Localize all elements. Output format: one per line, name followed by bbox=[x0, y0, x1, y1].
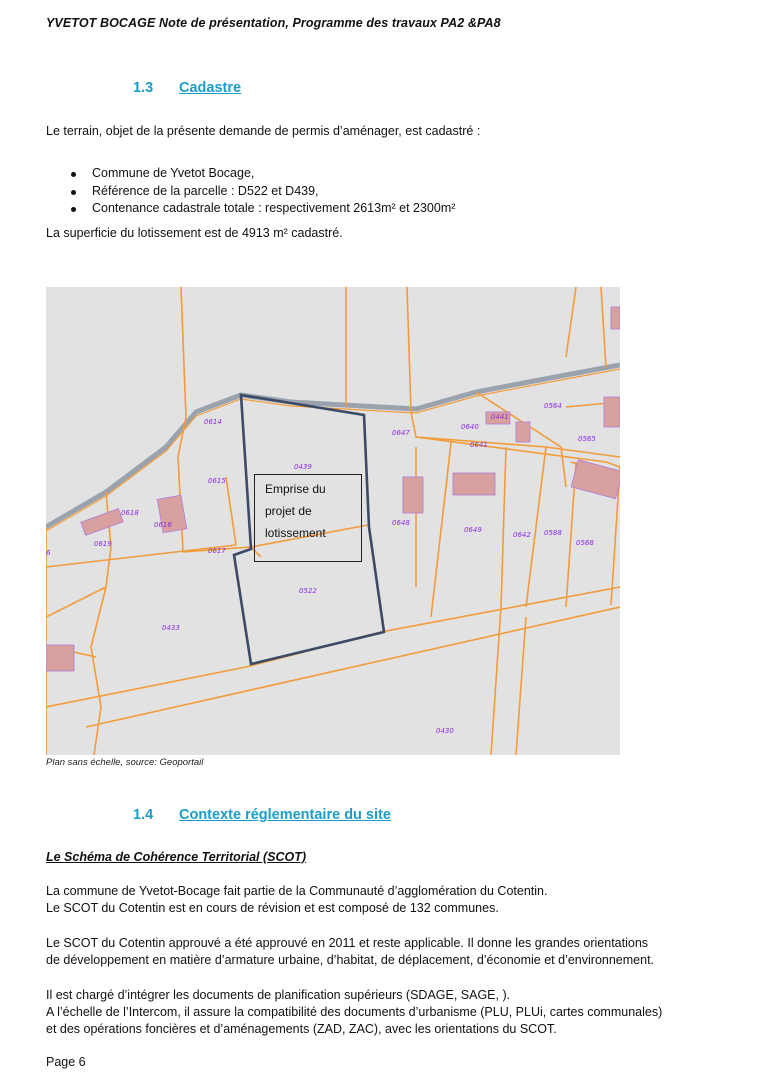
parcel-number: 0619 bbox=[94, 540, 112, 548]
superficie-text: La superficie du lotissement est de 4913 m² cadastré. bbox=[46, 226, 343, 240]
section-heading-contexte bbox=[133, 807, 391, 823]
parcel-number: 0616 bbox=[154, 521, 172, 529]
paragraph-line: Il est chargé d’intégrer les documents de planification supérieurs (SDAGE, SAGE, ). bbox=[46, 988, 511, 1002]
paragraph-line: et des opérations foncières et d’aménagements (ZAD, ZAC), avec les orientations du SCOT. bbox=[46, 1022, 557, 1036]
scot-heading: Le Schéma de Cohérence Territorial (SCOT) bbox=[46, 850, 307, 864]
parcel-number: 0430 bbox=[436, 727, 454, 735]
section-heading-cadastre bbox=[133, 80, 241, 96]
parcel-number: 0647 bbox=[392, 429, 410, 437]
list-item: Commune de Yvetot Bocage, bbox=[46, 165, 455, 183]
project-label-line: projet de bbox=[265, 504, 312, 518]
list-item: Contenance cadastrale totale : respectivement 2613m² et 2300m² bbox=[46, 200, 455, 218]
parcel-number: 0642 bbox=[513, 531, 531, 539]
parcel-number: 0614 bbox=[204, 418, 222, 426]
parcel-number: 0433 bbox=[162, 624, 180, 632]
parcel-number: 0649 bbox=[464, 526, 482, 534]
parcel-number: 0648 bbox=[392, 519, 410, 527]
project-label-line: lotissement bbox=[265, 526, 326, 540]
parcel-info-list bbox=[46, 165, 455, 218]
paragraph-line: A l’échelle de l’Intercom, il assure la compatibilité des documents d’urbanisme (PLU, PLUi, cartes communales) bbox=[46, 1005, 663, 1019]
intro-text: Le terrain, objet de la présente demande de permis d’aménager, est cadastré : bbox=[46, 124, 481, 138]
parcel-number: 0618 bbox=[121, 509, 139, 517]
parcel-number: 0641 bbox=[470, 441, 488, 449]
project-label bbox=[254, 474, 362, 562]
parcel-number: 0564 bbox=[544, 402, 562, 410]
parcel-number: 0615 bbox=[208, 477, 226, 485]
list-item: Référence de la parcelle : D522 et D439, bbox=[46, 183, 455, 201]
map-caption: Plan sans échelle, source: Geoportail bbox=[46, 757, 204, 768]
parcel-number: 0441 bbox=[491, 413, 509, 421]
section-title: Cadastre bbox=[179, 80, 242, 96]
section-title: Contexte réglementaire du site bbox=[179, 807, 391, 823]
parcel-number: 0588 bbox=[544, 529, 562, 537]
page-number: Page 6 bbox=[46, 1055, 86, 1069]
parcel-number: 0439 bbox=[294, 463, 312, 471]
parcel-number: 0568 bbox=[576, 539, 594, 547]
page-header: YVETOT BOCAGE Note de présentation, Programme des travaux PA2 &PA8 bbox=[46, 16, 501, 30]
parcel-number: 6 bbox=[46, 549, 51, 557]
project-label-line: Emprise du bbox=[265, 482, 326, 496]
paragraph-line: Le SCOT du Cotentin approuvé a été approuvé en 2011 et reste applicable. Il donne les grandes orientations bbox=[46, 936, 649, 950]
parcel-number: 0640 bbox=[461, 423, 479, 431]
section-number: 1.4 bbox=[133, 807, 154, 823]
paragraph-line: Le SCOT du Cotentin est en cours de révision et est composé de 132 communes. bbox=[46, 901, 499, 915]
paragraph-line: La commune de Yvetot-Bocage fait partie de la Communauté d’agglomération du Cotentin. bbox=[46, 884, 548, 898]
parcel-numbers bbox=[46, 402, 596, 735]
parcel-number: 0522 bbox=[299, 587, 317, 595]
paragraph-line: de développement en matière d’armature urbaine, d’habitat, de déplacement, d’économie et d’environnement. bbox=[46, 953, 655, 967]
section-number: 1.3 bbox=[133, 80, 154, 96]
parcel-number: 0617 bbox=[208, 547, 226, 555]
parcel-number: 0565 bbox=[578, 435, 596, 443]
cadastral-map bbox=[46, 287, 620, 755]
